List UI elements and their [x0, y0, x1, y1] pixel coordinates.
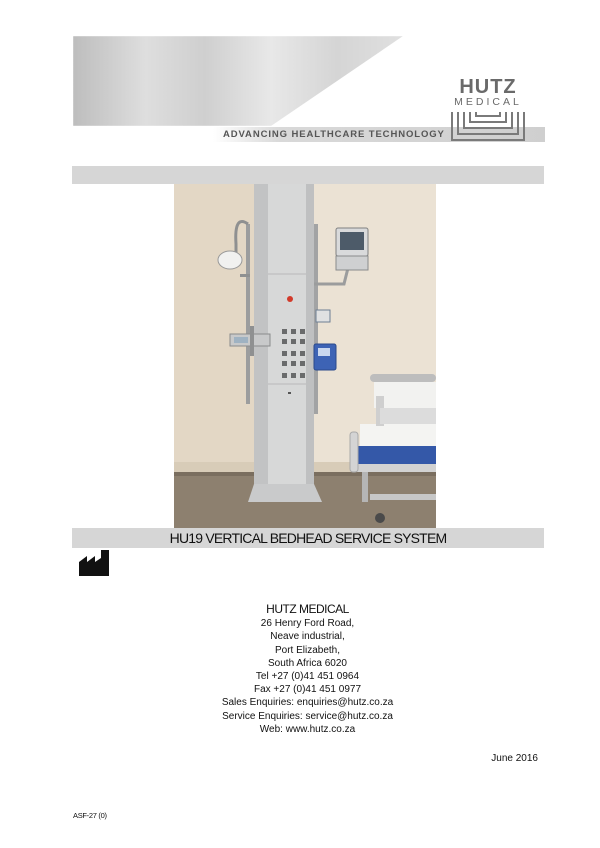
section-bar-top [72, 166, 544, 184]
hutz-medical-logo [446, 76, 530, 142]
product-photo [174, 184, 436, 528]
bedhead-system-illustration [174, 184, 436, 528]
company-name: HUTZ MEDICAL [266, 602, 349, 616]
address-city: Port Elizabeth, [274, 644, 341, 656]
tagline: ADVANCING HEALTHCARE TECHNOLOGY [223, 129, 445, 140]
address-area: Neave industrial, [270, 631, 345, 643]
logo-sub: MEDICAL [454, 96, 522, 108]
document-date: June 2016 [491, 753, 538, 764]
address-street: 26 Henry Ford Road, [260, 618, 355, 630]
service-email: Service Enquiries: service@hutz.co.za [222, 710, 393, 722]
document-reference: ASF-27 (0) [73, 811, 107, 820]
document-title: HU19 VERTICAL BEDHEAD SERVICE SYSTEM [169, 530, 447, 546]
logo-brand: HUTZ [459, 76, 517, 98]
factory-icon [79, 550, 109, 576]
address-block [200, 603, 415, 736]
address-country: South Africa 6020 [268, 657, 347, 669]
fax: Fax +27 (0)41 451 0977 [253, 684, 362, 696]
logo-mark-icon [448, 110, 528, 142]
banner-gradient [73, 36, 403, 126]
sales-email: Sales Enquiries: enquiries@hutz.co.za [221, 697, 394, 709]
telephone: Tel +27 (0)41 451 0964 [255, 671, 360, 683]
website: Web: www.hutz.co.za [259, 723, 356, 735]
